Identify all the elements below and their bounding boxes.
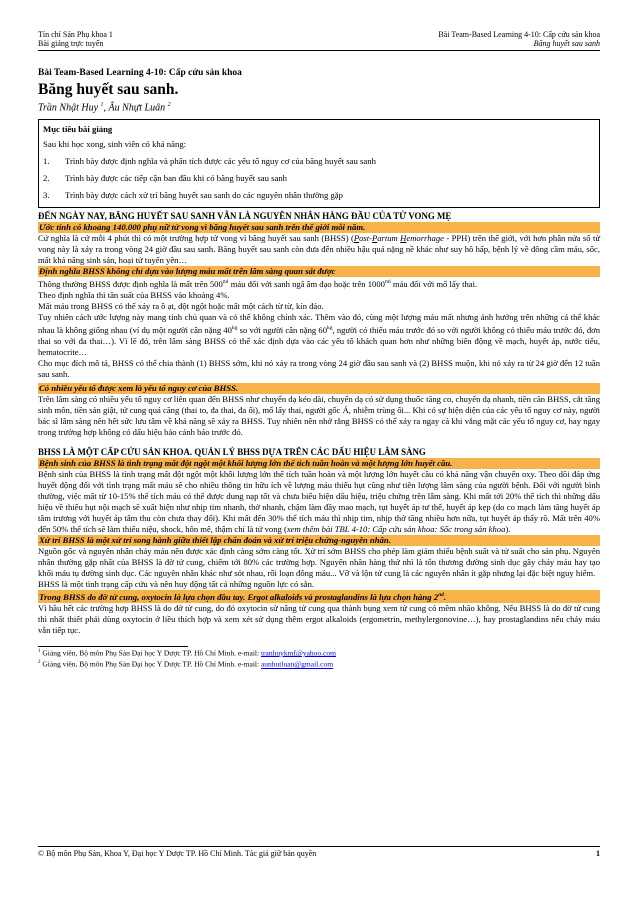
objective-item bbox=[43, 170, 595, 187]
paragraph: Theo định nghĩa thì tần suất của BHSS vào khoảng 4%. bbox=[38, 290, 230, 301]
paragraph: Vì hầu hết các trường hợp BHSS là do đờ tử cung, do đó oxytocin sử nâng tử cung qua thành bụng xem tử cung có mềm nhão không. Nếu BHSS là do đờ tử cung thì nhất thiết phải dùng oxytocin ở liều thích hợp và xem xét sử dụng thêm ergot alkaloids (ergometrin, methylergonovine…), hay prostaglandins nếu chảy máu vẫn tiếp tục. bbox=[38, 602, 600, 635]
lesson-title: Bài Team-Based Learning 4-10: Cấp cứu sản khoa bbox=[38, 68, 242, 78]
email-link[interactable]: tranhuykmf@yahoo.com bbox=[260, 648, 336, 658]
header-type: Bài giảng trực tuyến bbox=[38, 39, 104, 48]
page-number: 1 bbox=[596, 849, 600, 858]
paragraph: BHSS là một tình trạng cấp cứu và nên huy động tất cả những nguồn lực có sẵn. bbox=[38, 579, 315, 590]
objectives-intro: Sau khi học xong, sinh viên có khả năng: bbox=[43, 139, 187, 150]
objective-number: 3. bbox=[43, 190, 50, 201]
paragraph: Trên lâm sàng có nhiều yếu tố nguy cơ liên quan đến BHSS như chuyển dạ kéo dài, chuyển dạ có sử dụng thuốc tăng co, chuyển dạ nhanh, tiền căn BHSS, cắt tầng sinh môn, tiền sản giật, tử cung quá căng (thai to, đa thai, đa ối), mổ lấy thai, người gốc Á, nhiễm trùng ối... Khi có sự hiện diện của các yếu tố nguy cơ này, người bác sĩ lâm sàng nên hết sức lưu tâm về khả năng sẽ xảy ra BHSS. Tuy nhiên nên nhớ rằng BHSS có thể xảy ra ngay cả khi vắng mặt các yếu tố nguy cơ, hay ngay trong trường hợp không có dấu hiệu báo cảnh báo trước đó. bbox=[38, 394, 600, 438]
paragraph: Thông thường BHSS được định nghĩa là mất trên $500^{ml}$ máu đối với sanh ngã âm đạo hoặc trên $1000^{ml}$ máu đối với mổ lấy thai. bbox=[38, 279, 478, 290]
paragraph: Cho mục đích mô tả, BHSS có thể chia thành (1) BHSS sớm, khi nó xảy ra trong vòng 24 giờ đầu sau sanh và (2) BHSS muộn, khi nó xảy ra từ 24 giờ đến 12 tuần sau sanh. bbox=[38, 358, 600, 380]
paragraph: Cứ nghĩa là cứ mỗi 4 phút thì có một trường hợp tử vong vì băng huyết sau sanh (BHSS) (Post-Partum Hemorrhage - PPH) trên thế giới, với hơn phân nửa số tử vong này là xảy ra trong vòng 24 giờ đầu sau sanh. Băng huyết sau sanh còn đưa đến nhiều hậu quả nặng nề khác như suy hô hấp, bệnh lý về đông cầm máu, sốc, mất khả năng sinh sản, hoại tử tuyến yên… bbox=[38, 233, 600, 266]
objective-item bbox=[43, 187, 595, 204]
author-1: Trần Nhật Huy bbox=[38, 102, 99, 114]
highlight-statement: Bệnh sinh của BHSS là tình trạng mất đột ngột một khối lượng lớn thể tích tuần hoàn và một lượng lớn huyết cầu. bbox=[38, 458, 600, 469]
highlight-statement: Có nhiều yếu tố được xem là yếu tố nguy cơ của BHSS. bbox=[38, 383, 600, 394]
header-course: Tín chỉ Sản Phụ khoa 1 bbox=[38, 30, 113, 39]
copyright-text: © Bộ môn Phụ Sản, Khoa Y, Đại học Y Dược TP. Hồ Chí Minh. Tác giả giữ bản quyền bbox=[38, 849, 317, 858]
paragraph: Bệnh sinh của BHSS là tình trạng mất đột ngột một khối lượng lớn thể tích tuần hoàn và một lượng lớn huyết cầu có khả năng vận chuyển oxy. Theo dõi đáp ứng huyết động đối với tình trạng mất máu sẽ cho nhiều thông tin hữu ích về lượng máu thiếu hụt cũng như tiên lượng lâm sàng của người bệnh. Đối với người bình thường, việc mất từ 10-15% thể tích máu có thể được dung nạp tốt và chưa biểu hiện dấu hiệu, triệu chứng trên lâm sàng. Khi mất tới 20% thể tích thì những dấu hiệu về thiếu hụt nội mạch sẽ xuất hiện như nhịp tim nhanh, thở nhanh, chậm làm đầy mao mạch, tụt huyết áp tư thế, huyết áp kẹp (do co mạch làm tăng huyết áp tâm trương với huyết áp tâm thu còn chưa thay đổi). Khi mất đến 30% thể tích máu thì nhịp tim, nhịp thở tăng nhiều hơn nữa, tụt huyết áp thấy rõ. Mất trên 40% đến 50% thể tích sẽ làm thiểu niệu, shock, hôn mê, thậm chí là tử vong (xem thêm bài TBL 4-10: Cấp cứu sản khoa: Sốc trong sản khoa). bbox=[38, 469, 600, 535]
paragraph: Mất máu trong BHSS có thể xảy ra ồ ạt, đột ngột hoặc mất một cách từ từ, kín đáo. bbox=[38, 301, 324, 312]
page-footer bbox=[38, 846, 600, 858]
page-title: Băng huyết sau sanh. bbox=[38, 81, 179, 98]
objective-number: 2. bbox=[43, 173, 50, 184]
objectives-heading: Mục tiêu bài giảng bbox=[43, 124, 113, 135]
email-link[interactable]: aunhutluan@gmail.com bbox=[260, 659, 334, 669]
highlight-statement: Trong BHSS do đờ tử cung, oxytocin là lựa chọn đầu tay. Ergot alkaloids và prostaglandins là lựa chọn hàng 2nd. bbox=[38, 590, 600, 603]
author-2: Âu Nhựt Luân bbox=[108, 102, 166, 114]
author-separator: , bbox=[103, 102, 109, 114]
footnote: $^2$ Giảng viên, Bộ môn Phụ Sản Đại học Y Dược TP. Hồ Chí Minh. e-mail: aunhutluan@gmail.com bbox=[38, 659, 334, 669]
highlight-statement: Xử trí BHSS là một xử trí song hành giữa thiết lập chẩn đoán và xử trí triệu chứng-nguyên nhân. bbox=[38, 535, 600, 546]
objective-text: Trình bày được các tiếp cận ban đầu khi có băng huyết sau sanh bbox=[65, 173, 288, 184]
section-heading: ĐẾN NGÀY NAY, BĂNG HUYẾT SAU SANH VẪN LÀ NGUYÊN NHÂN HÀNG ĐẦU CỦA TỬ VONG MẸ bbox=[38, 211, 452, 222]
highlight-statement: Định nghĩa BHSS không chỉ dựa vào lượng máu mất trên lâm sàng quan sát được bbox=[38, 266, 600, 277]
highlight-statement: Ước tính có khoảng 140.000 phụ nữ tử vong vì băng huyết sau sanh trên thế giới mỗi năm. bbox=[38, 222, 600, 233]
header-divider bbox=[38, 50, 600, 51]
objective-text: Trình bày được cách xử trí băng huyết sau sanh do các nguyên nhân thường gặp bbox=[65, 190, 344, 201]
objective-text: Trình bày được định nghĩa và phân tích được các yếu tố nguy cơ của băng huyết sau sanh bbox=[65, 156, 376, 167]
section-heading: BHSS LÀ MỘT CẤP CỨU SẢN KHOA. QUẢN LÝ BHSS DỰA TRÊN CÁC DẤU HIỆU LÂM SÀNG bbox=[38, 447, 426, 458]
footnote: $^1$ Giảng viên, Bộ môn Phụ Sản Đại học Y Dược TP. Hồ Chí Minh. e-mail: tranhuykmf@yahoo.com bbox=[38, 648, 336, 658]
objectives-box bbox=[38, 119, 600, 208]
document-page bbox=[38, 30, 600, 670]
running-header bbox=[38, 30, 600, 48]
footer-divider bbox=[38, 846, 600, 847]
author-1-footnote-ref[interactable]: 1 bbox=[100, 102, 104, 108]
author-2-footnote-ref[interactable]: 2 bbox=[167, 102, 171, 108]
header-left bbox=[38, 30, 113, 48]
header-lesson: Bài Team-Based Learning 4-10: Cấp cứu sản khoa bbox=[438, 30, 600, 39]
objective-item bbox=[43, 153, 595, 170]
objective-number: 1. bbox=[43, 156, 50, 167]
header-topic: Băng huyết sau sanh bbox=[533, 39, 600, 48]
authors-line bbox=[38, 102, 600, 113]
paragraph: Nguồn gốc và nguyên nhân chảy máu nên được xác định càng sớm càng tốt. Xử trí sớm BHSS cho phép làm giảm thiểu bệnh suất và tử suất cho sản phụ. Nguyên nhân thường gặp nhất của BHSS là đờ tử cung, chiếm tới 80% các trường hợp. Nguyên nhân hàng thứ nhì là tổn thương đường sinh dục gây chảy máu hay tạo khối máu tụ đường sinh dục. Các nguyên nhân khác như sót nhau, rối loạn đông máu... Vỡ và lộn tử cung là các nguyên nhân ít gặp nhưng lại đặc biệt nguy hiểm. bbox=[38, 546, 600, 579]
paragraph: Tuy nhiên cách ước lượng này mang tính chủ quan và có thể không chính xác. Thêm vào đó, cùng một lượng máu mất nhưng ảnh hưởng trên những cá thể khác nhau là không giống nhau (ví dụ một người cân nặng $40^{kg}$ so với người cân nặng $60^{kg}$, người có thiếu máu trước đó so với người không có thiếu máu trước đó, đơn thai so với đa thai…). Vì lẽ đó, trên lâm sàng BHSS có thể xác định dựa vào các yếu tố khách quan hơn như những biến động về mạch, huyết áp, nước tiểu, hematocrite… bbox=[38, 312, 600, 358]
header-right bbox=[438, 30, 600, 48]
